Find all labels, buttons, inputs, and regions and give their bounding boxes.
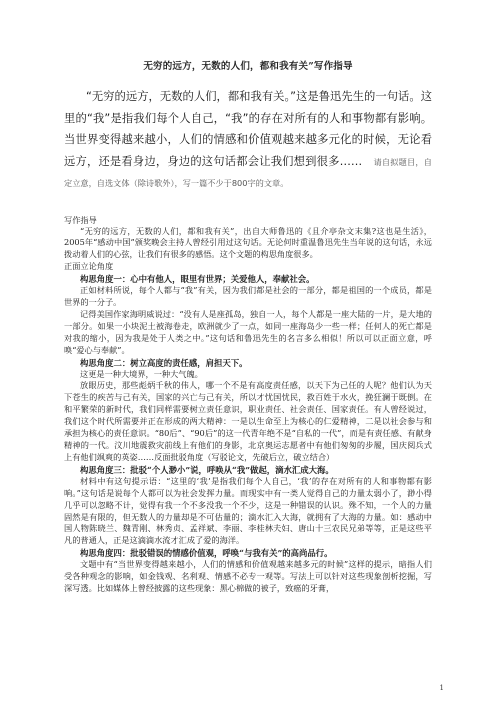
angle-heading: 构思角度四：批驳错误的情感价值观，呼唤“与我有关”的高尚品行。 xyxy=(80,548,333,559)
guide-paragraph: “无穷的远方，无数的人们，都和我有关”，出自大师鲁迅的《且介亭杂文末集?这也是生活》，2005年“感动中国”颁奖晚会主持人曾经引用过这句话。无论何时重温鲁迅先生当年说的这句话，永远拨动着人们的心弦，让我们有很多的感悟。这个文题的构思角度很多。 xyxy=(64,225,432,260)
prompt-paragraph xyxy=(64,86,432,194)
prompt-requirement: 请自拟题目，自定立意，自选文体（除诗歌外），写一篇不少于800字的文章。 xyxy=(64,156,432,188)
angle-label: 正面立论角度 xyxy=(64,261,114,272)
section-heading: 写作指导 xyxy=(64,214,97,225)
angle-heading: 构思角度二：树立高度的责任感，肩担天下。 xyxy=(80,357,248,368)
guide-paragraph: 文题中有“当世界变得越来越小，人们的情感和价值观越来越多元的时候”这样的提示，暗指人们受各种观念的影响，如金钱观、名利观、情感不必专一观等。写法上可以针对这些现象剖析挖掘，写深写透。比如媒体上曾经披露的这些现象：黑心棉做的被子，致癌的牙膏， xyxy=(64,559,432,594)
page-number: 1 xyxy=(439,684,444,692)
guide-paragraph: 放眼历史，那些彪炳千秋的伟人，哪一个不是有高度责任感，以天下为己任的人呢？他们认为天下苍生的疾苦与己有关，国家的兴亡与己有关，所以才忧国忧民，救百姓于水火，挽狂澜于既倒。在和平繁荣的新时代，我们同样需要树立责任意识，职业责任、社会责任、国家责任。有人曾经说过，我们这个时代所需要并正在形成的两大精神：一是以生命至上为核心的仁爱精神，二是以社会参与和承担为核心的责任意识。“80后”、“90后”的这一代青年绝不是“自私的一代”，而是有责任感、有献身精神的一代。汶川地震救灾前线上有他们的身影，北京奥运志愿者中有他们匆匆的步履，国庆阅兵式上有他们飒爽的英姿……反面批驳角度（写驳论文，先破后立，破立结合） xyxy=(64,380,432,462)
angle-heading: 构思角度一：心中有他人，眼里有世界；关爱他人，奉献社会。 xyxy=(80,274,315,285)
guide-paragraph: 这更是一种大境界，一种大气魄。 xyxy=(80,368,203,379)
prompt-text: “无穷的远方，无数的人们，都和我有关。”这是鲁迅先生的一句话。这里的“我”是指我们每个人自己，“我”的存在对所有的人和事物都有影响。当世界变得越来越小，人们的情感和价值观越来越多元化的时候，无论看远方，还是看身边，身边的这句话都会让我们想到很多…… xyxy=(64,90,432,168)
document-title: 无穷的远方，无数的人们，都和我有关”写作指导 xyxy=(143,61,353,72)
guide-paragraph: 记得美国作家海明威说过：“没有人是座孤岛，独自一人，每个人都是一座大陆的一片，是大地的一部分。如果一小块泥土被海卷走，欧洲就少了一点，如同一座海岛少一些一样；任何人的死亡都是对我的缩小，因为我是处于人类之中。”这句话和鲁迅先生的名言多么相似！所以可以正面立意，呼唤“爱心与奉献”。 xyxy=(64,308,432,355)
guide-body xyxy=(64,226,432,595)
guide-paragraph: 正如材料所说，每个人都与“我”有关，因为我们都是社会的一部分，都是祖国的一个成员，都是世界的一分子。 xyxy=(64,285,432,308)
guide-paragraph: 材料中有这句提示语：“这里的‘我’是指我们每个人自己，‘我’的存在对所有的人和事物都有影响。”这句话是说每个人都可以为社会发挥力量。而现实中有一类人觉得自己的力量太弱小了，渺小得几乎可以忽略不计，觉得有我一个不多没我一个不少，这是一种错误的认识。殊不知，一个人的力量固然是有限的，但无数人的力量却是不可估量的；滴水汇入大海，就拥有了大海的力量。如：感动中国人物陈晓兰、魏青刚、林秀贞、孟祥斌、李丽、李桂林夫妇、唐山十三农民兄弟等等，正是这些平凡的普通人，正是这滴滴水流才汇成了爱的海洋。 xyxy=(64,475,432,546)
angle-heading: 构思角度三：批驳“个人渺小”说，呼唤从“我”做起，滴水汇成大海。 xyxy=(80,464,334,475)
